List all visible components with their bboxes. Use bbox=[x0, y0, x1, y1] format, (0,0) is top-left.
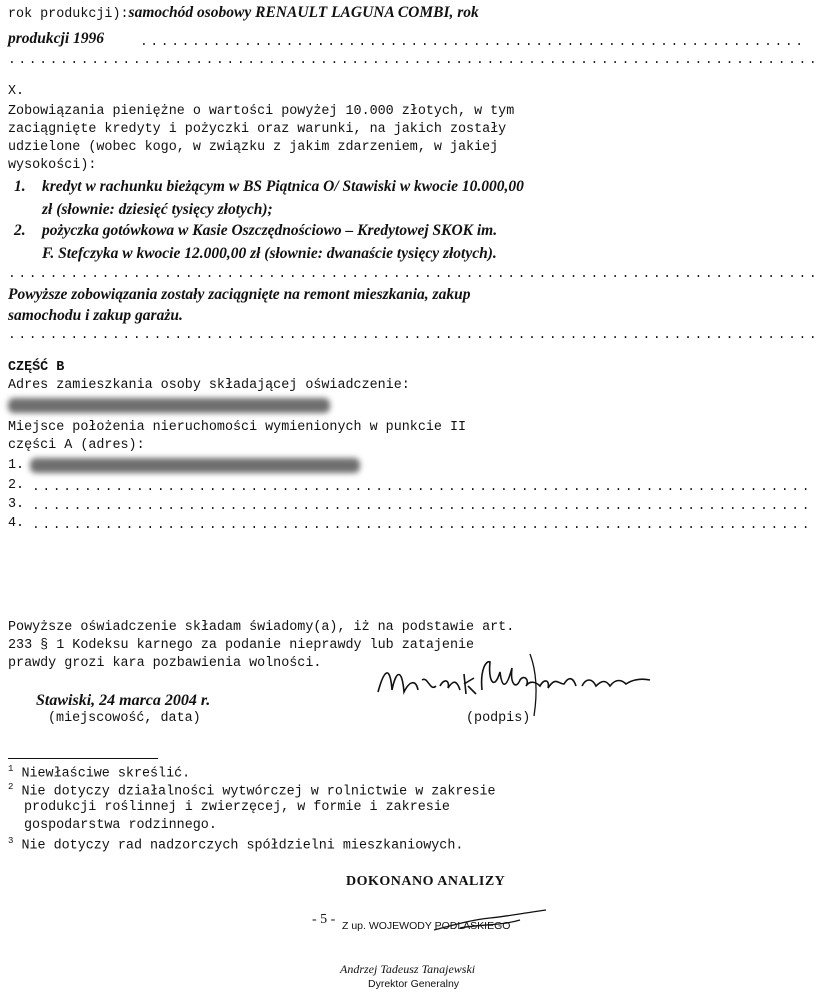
place-date: Stawiski, 24 marca 2004 r. bbox=[36, 692, 211, 709]
liability-item-number: 2. bbox=[14, 222, 26, 239]
dotted-line: ........................................................................... bbox=[32, 498, 813, 513]
signature-caption: (podpis) bbox=[466, 711, 531, 726]
handwritten-signature bbox=[370, 650, 655, 720]
footnote bbox=[8, 782, 496, 799]
vehicle-description: samochód osobowy RENAULT LAGUNA COMBI, rok bbox=[128, 4, 479, 21]
place-date-caption: (miejscowość, data) bbox=[48, 711, 201, 726]
official-title: Dyrektor Generalny bbox=[368, 978, 460, 990]
footnote-text: Niewłaściwe skreślić. bbox=[21, 766, 191, 782]
declaration-line: Powyższe oświadczenie składam świadomy(a), iż na podstawie art. bbox=[8, 620, 515, 635]
official-name: Andrzej Tadeusz Tanajewski bbox=[340, 962, 476, 976]
redacted-address bbox=[8, 398, 330, 413]
section-x-intro-line: zaciągnięte kredyty i pożyczki oraz warunki, na jakich zostały bbox=[8, 122, 507, 137]
dotted-line: .............................................................................. bbox=[8, 266, 819, 281]
footnote-mark: 2 bbox=[8, 782, 14, 792]
dotted-line: .............................................................................. bbox=[8, 327, 819, 342]
footnote-mark: 1 bbox=[8, 764, 14, 774]
footnote-text: gospodarstwa rodzinnego. bbox=[24, 818, 217, 833]
section-b-heading: CZĘŚĆ B bbox=[8, 360, 65, 375]
vehicle-line-2 bbox=[8, 30, 104, 48]
property-row-number: 2. bbox=[8, 478, 25, 493]
section-x-intro-line: udzielone (wobec kogo, w związku z jakim zdarzeniem, w jakiej bbox=[8, 140, 499, 155]
address-label: Adres zamieszkania osoby składającej oświadczenie: bbox=[8, 378, 410, 393]
liability-purpose-line: Powyższe zobowiązania zostały zaciągnięte na remont mieszkania, zakup bbox=[8, 286, 471, 303]
property-row-number: 1. bbox=[8, 458, 25, 473]
property-row-number: 3. bbox=[8, 497, 25, 512]
dotted-line: .............................................................................. bbox=[8, 52, 819, 67]
redacted-property-address bbox=[30, 458, 360, 473]
property-row-number: 4. bbox=[8, 516, 25, 531]
dotted-line: ........................................................................... bbox=[32, 517, 813, 532]
dotted-line: ........................................................................... bbox=[32, 479, 813, 494]
analysis-stamp: DOKONANO ANALIZY bbox=[346, 874, 506, 889]
footnote-mark: 3 bbox=[8, 836, 14, 846]
authority-stamp: Z up. WOJEWODY PODLASKIEGO bbox=[342, 920, 511, 932]
footnote-text: produkcji roślinnej i zwierzęcej, w formie i zakresie bbox=[24, 800, 450, 815]
vehicle-line-1 bbox=[8, 4, 479, 22]
property-label-line: Miejsce położenia nieruchomości wymienionych w punkcie II bbox=[8, 420, 467, 435]
dotted-line: ................................................................ bbox=[140, 34, 806, 49]
liability-item-line: zł (słownie: dziesięć tysięcy złotych); bbox=[42, 201, 273, 218]
liability-item-line: kredyt w rachunku bieżącym w BS Piątnica O/ Stawiski w kwocie 10.000,00 bbox=[42, 178, 524, 195]
footnote-text: Nie dotyczy rad nadzorczych spółdzielni mieszkaniowych. bbox=[21, 838, 464, 854]
section-x-intro-line: wysokości): bbox=[8, 158, 97, 173]
footnote bbox=[8, 836, 463, 853]
vehicle-year: produkcji 1996 bbox=[8, 30, 105, 47]
stamp-signature-scribble bbox=[430, 906, 550, 936]
footnote-text: Nie dotyczy działalności wytwórczej w rolnictwie w zakresie bbox=[21, 784, 496, 800]
vehicle-prefix: rok produkcji): bbox=[8, 7, 129, 22]
declaration-line: 233 § 1 Kodeksu karnego za podanie nieprawdy lub zatajenie bbox=[8, 638, 475, 653]
section-x-heading: X. bbox=[8, 84, 25, 99]
section-x-intro-line: Zobowiązania pieniężne o wartości powyżej 10.000 złotych, w tym bbox=[8, 104, 515, 119]
liability-purpose-line: samochodu i zakup garażu. bbox=[8, 307, 183, 324]
footnote-rule bbox=[8, 758, 158, 759]
page-number: - 5 - bbox=[312, 912, 336, 927]
footnote bbox=[8, 764, 190, 781]
liability-item-number: 1. bbox=[14, 178, 26, 195]
property-label-line: części A (adres): bbox=[8, 438, 145, 453]
liability-item-line: F. Stefczyka w kwocie 12.000,00 zł (słownie: dwanaście tysięcy złotych). bbox=[42, 245, 497, 262]
declaration-line: prawdy grozi kara pozbawienia wolności. bbox=[8, 656, 322, 671]
liability-item-line: pożyczka gotówkowa w Kasie Oszczędnościowo – Kredytowej SKOK im. bbox=[42, 222, 498, 239]
